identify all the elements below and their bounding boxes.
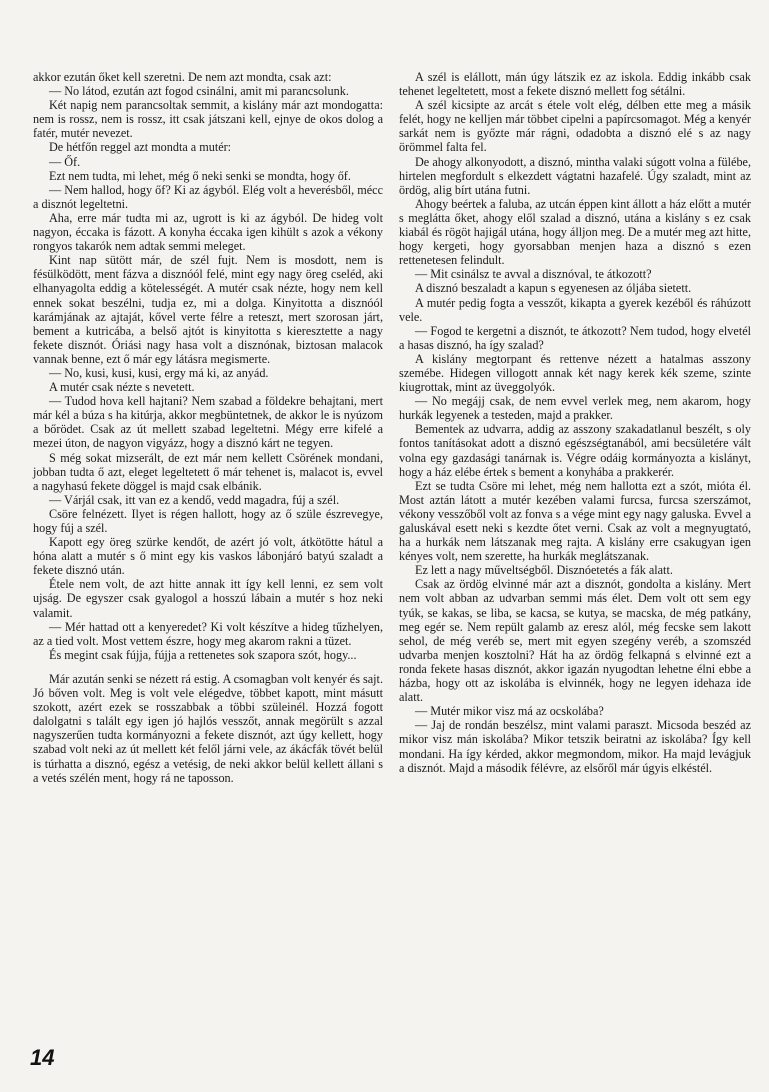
paragraph: — Őf. bbox=[49, 154, 81, 169]
right-text-column bbox=[399, 70, 751, 775]
paragraph: Két napig nem parancsoltak semmit, a kislány már azt mondogatta: nem is rossz, nem is rossz, itt csak játszani kell, ejnye de okos dolog a fatér, mutér nevezet. bbox=[33, 98, 383, 141]
paragraph: De hétfőn reggel azt mondta a mutér: bbox=[49, 140, 232, 155]
paragraph: — Nem hallod, hogy őf? Ki az ágyból. Elég volt a heverésből, mécc a disznót legeltetni. bbox=[33, 182, 383, 211]
paragraph: — Mér hattad ott a kenyeredet? Ki volt készítve a hideg tűzhelyen, az a tied volt. Most vettem észre, hogy meg akarom rakni a tüzet. bbox=[33, 619, 383, 648]
paragraph: A disznó beszaladt a kapun s egyenesen az óljába sietett. bbox=[415, 281, 692, 296]
paragraph: Kint nap sütött már, de szél fujt. Nem is mosdott, nem is fésülködött, ment fázva a disznóól felé, mint egy nagy öreg cseléd, aki elhanyagolta eddig a kötelességét. A mutér csak nézte, hogy nem kell ennek sokat beszélni, tudja ez, mi a dolga. Kinyitotta a disznóól karámjának az ajtaját, kővel verte félre a reteszt, mert szorosan járt, bement a kutricába, a belső ajtót is kinyitotta s kieresztette a nagy fekete disznót. Óriási nagy hasa volt a disznónak, biztosan malacok vannak benne, ezt ő már egy látásra megismerte. bbox=[33, 253, 383, 366]
paragraph: A szél kicsipte az arcát s étele volt elég, délben ette meg a másik felét, hogy ne kelljen már többet cipelni a papírcsomagot. Még a kenyér sarkát nem is győzte már rágni, odadobta a disznó elé s az nagy örömmel falta fel. bbox=[399, 98, 751, 155]
paragraph: Ahogy beértek a faluba, az utcán éppen kint állott a ház előtt a mutér s meglátta őket, ahogy elől szalad a disznó, utána a kislány s ez csak kiabál és rögöt hajigál utána, hogy álljon meg. De a mutér meg azt hitte, hogy kergeti, hogy gyorsabban menjen haza a disznó s ezen rettenetesen felindult. bbox=[399, 196, 751, 268]
paragraph: Csöre felnézett. Ilyet is régen hallott, hogy az ő szüle észrevegye, hogy fúj a szél. bbox=[33, 506, 383, 535]
paragraph: S még sokat mizserált, de ezt már nem kellett Csörének mondani, jobban tudta ő azt, eleget legeltetett ő már tehenet is, malacot is, evvel a nagyhasú fekete döggel is majd csak elbánik. bbox=[33, 450, 383, 493]
paragraph: Csak az ördög elvinné már azt a disznót, gondolta a kislány. Mert nem volt abban az udvarban semmi más élet. Dem volt ott sem egy tyúk, se kakas, se liba, se kacsa, se kutya, se macska, de még patkány, meg egér se. Nem repült galamb az eresz alól, még fecske sem lakott sehol, de még veréb se, mert mit egyen szegény veréb, a szomszéd udvarba menjen kosztolni? Hát ha az ördög felkapná s elvinné ezt a ronda fekete hasas disznót, akkor igazán nyugodtan lehetne élni ebbe a házba, hogy ott az iskolába is elvinnék, hogy ne legyen idehaza ide alatt. bbox=[399, 577, 751, 705]
paragraph: — No látod, ezután azt fogod csinálni, amit mi parancsolunk. bbox=[49, 84, 349, 99]
paragraph: — Fogod te kergetni a disznót, te átkozott? Nem tudod, hogy elvetél a hasas disznó, ha így szalad? bbox=[399, 323, 751, 352]
paragraph: A kislány megtorpant és rettenve nézett a hatalmas asszony szemébe. Hidegen villogott annak két nagy kerek kék szeme, szinte kiugrottak, mint az üveggolyók. bbox=[399, 351, 751, 395]
paragraph: akkor ezután őket kell szeretni. De nem azt mondta, csak azt: bbox=[33, 70, 332, 84]
paragraph: A szél is elállott, mán úgy látszik ez az iskola. Eddig inkább csak tehenet legeltetett, most a fekete disznó mellett fog sétálni. bbox=[399, 70, 751, 99]
paragraph: — No megájj csak, de nem evvel verlek meg, nem akarom, hogy hurkák legyenek a testeden, majd a prakker. bbox=[399, 394, 751, 423]
paragraph: Ezt se tudta Csöre mi lehet, még nem hallotta ezt a szót, mióta él. Most aztán látott a mutér kezében valami furcsa, furcsa szerszámot, vékony vesszőből volt az fonva s a vége mint egy nagy galuska. Evvel a galuskával esett neki s kezdte őtet verni. Csak az volt a megnyugtató, ha a hurkák nem látszanak meg rajta. A kislány erre csakugyan igen kényes volt, nem szerette, ha hurkák meglátszanak. bbox=[399, 478, 751, 564]
paragraph: — No, kusi, kusi, kusi, ergy má ki, az anyád. bbox=[49, 365, 269, 380]
left-text-column bbox=[33, 70, 383, 785]
paragraph: — Jaj de rondán beszélsz, mint valami paraszt. Micsoda beszéd az mikor visz mán iskolába? Mikor tetszik beiratni az iskolába? Így kell mondani. Ha így kérded, akkor megmondom, mikor. Ha majd levágjuk a disznót. Majd a második félévre, az elsőről már úgyis elkéstél. bbox=[399, 718, 751, 775]
paragraph: — Várjál csak, itt van ez a kendő, vedd magadra, fúj a szél. bbox=[49, 492, 340, 507]
page-number: 14 bbox=[30, 1045, 55, 1070]
paragraph: Ezt nem tudta, mi lehet, még ő neki senki se mondta, hogy őf. bbox=[49, 168, 351, 183]
paragraph: De ahogy alkonyodott, a disznó, mintha valaki súgott volna a fülébe, hirtelen megfordult s elkezdett vágtatni hazafelé. Úgy szaladt, mint az ördög, alig bírt utána futni. bbox=[399, 154, 751, 197]
paragraph: — Mit csinálsz te avval a disznóval, te átkozott? bbox=[415, 267, 652, 282]
paragraph: Aha, erre már tudta mi az, ugrott is ki az ágyból. De hideg volt nagyon, éccaka is fázott. A konyha éccaka igen kihült s azok a vékony rongyos takarók nem adtak semmi meleget. bbox=[33, 210, 383, 254]
paragraph: Bementek az udvarra, addig az asszony szakadatlanul beszélt, s oly fontos tanításokat adott a disznó egészségtanából, ami becsületére vált volna egy gazdasági tanárnak is. Végre odáig kormányozta a kislányt, hogy a ház elébe értek s bement a konyhába a prakkerér. bbox=[399, 422, 751, 479]
paragraph: És megint csak fújja, fújja a rettenetes sok szapora szót, hogy... bbox=[49, 647, 357, 662]
paragraph: — Mutér mikor visz má az ocskolába? bbox=[415, 704, 604, 719]
paragraph: — Tudod hova kell hajtani? Nem szabad a földekre behajtani, mert már kél a búza s ha kitúrja, akkor megbüntetnek, de akkor le is nyúzom a bőrödet. Csak az út mellett szabad legeltetni. Mégy erre kifelé a mezei úton, de nagyon vigyázz, hogy a disznó kárt ne tegyen. bbox=[33, 394, 383, 451]
paragraph: Már azután senki se nézett rá estig. A csomagban volt kenyér és sajt. Jó bőven volt. Meg is volt vele elégedve, többet kapott, mint másutt szokott, azért ezek se rosszabbak a többi szüleinél. Hozzá fogott dalolgatni s talált egy igen jó hajlós vesszőt, annak megörült s azzal nagyszerűen tudta kormányozni a fekete disznót, azt úgy kellett, hogy szabad volt neki az út mellett két felől járni vele, az ákácfák tövét belül is túrhatta a disznó, egész a vetésig, de neki akkor belül kellett állani s a vetés szélén ment, hogy rá ne taposson. bbox=[33, 671, 383, 785]
paragraph: Ez lett a nagy műveltségből. Disznóetetés a fák alatt. bbox=[415, 563, 673, 578]
paragraph: A mutér csak nézte s nevetett. bbox=[49, 380, 195, 395]
paragraph: Étele nem volt, de azt hitte annak itt így kell lenni, ez sem volt ujság. De egyszer csak gyalogol a hosszú lábain a mutér s hoz neki valamit. bbox=[33, 577, 383, 620]
paragraph: Kapott egy öreg szürke kendőt, de azért jó volt, átkötötte hátul a hóna alatt a mutér s ő mint egy kis vaskos lábonjáró batyú szaladt a fekete disznó után. bbox=[33, 535, 383, 578]
paragraph: A mutér pedig fogta a vesszőt, kikapta a gyerek kezéből és ráhúzott vele. bbox=[399, 295, 751, 324]
